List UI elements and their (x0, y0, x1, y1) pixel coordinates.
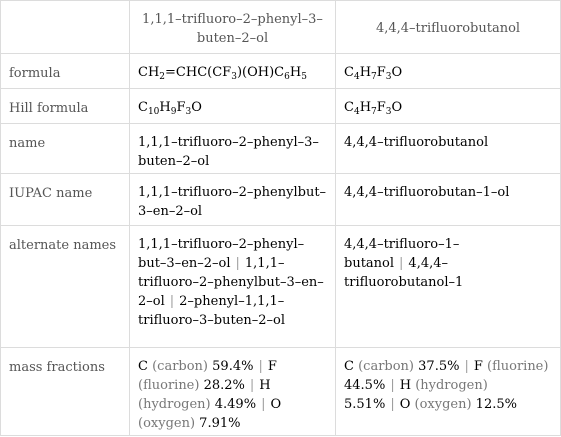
formula-text: H (359, 65, 372, 80)
element-symbol: C (344, 359, 359, 374)
formula-subscript: 4 (353, 72, 360, 82)
row-label-alternate-names: alternate names (1, 226, 130, 348)
column-header-compound-1: 1,1,1–trifluoro–2–phenyl–3–buten–2–ol (130, 1, 336, 54)
element-symbol: O (270, 397, 282, 412)
mass-percent: 44.5% (344, 378, 386, 393)
separator: | (169, 294, 175, 309)
formula-text: CH (138, 65, 160, 80)
separator: | (464, 359, 469, 374)
element-name: (oxygen) (414, 397, 472, 412)
formula-text: F (376, 100, 386, 115)
row-label-hill-formula: Hill formula (1, 89, 130, 124)
formula-text: O (391, 100, 403, 115)
separator: | (390, 378, 395, 393)
iupac-name-cell-2: 4,4,4–trifluorobutan–1–ol (336, 174, 561, 226)
separator: | (399, 256, 404, 271)
alternate-name: 1,1,1–trifluoro–2–phenylbut–3–en–2–ol (138, 256, 324, 309)
formula-cell-2 (336, 54, 561, 89)
row-mass-fractions (1, 348, 561, 436)
alternate-names-cell-1 (130, 226, 336, 348)
formula-subscript: 5 (301, 72, 307, 82)
element-name: (carbon) (358, 359, 415, 374)
formula-subscript: 3 (385, 72, 392, 82)
formula-subscript: 3 (185, 107, 192, 117)
formula-text: F (376, 65, 386, 80)
formula-text: H (289, 65, 302, 80)
element-symbol: H (259, 378, 271, 393)
mass-percent: 5.51% (344, 397, 386, 412)
formula-subscript: 7 (371, 72, 377, 82)
element-symbol: F (267, 359, 277, 374)
element-name: (hydrogen) (415, 378, 488, 393)
formula-text: H (159, 100, 171, 115)
row-label-formula: formula (1, 54, 130, 89)
name-cell-1: 1,1,1–trifluoro–2–phenyl–3–buten–2–ol (130, 124, 336, 174)
name-cell-2: 4,4,4–trifluorobutanol (336, 124, 561, 174)
mass-percent: 28.2% (199, 378, 245, 393)
element-name: (oxygen) (138, 416, 196, 431)
separator: | (390, 397, 395, 412)
separator: | (249, 378, 255, 393)
formula-subscript: 9 (170, 107, 177, 117)
formula-text: C (344, 65, 354, 80)
mass-percent: 12.5% (471, 397, 517, 412)
row-name (1, 124, 561, 174)
formula-subscript: 10 (147, 107, 160, 117)
element-name: (carbon) (152, 359, 209, 374)
alternate-name: 2–phenyl–1,1,1–trifluoro–3–buten–2–ol (138, 294, 286, 328)
row-iupac-name (1, 174, 561, 226)
element-symbol: H (399, 378, 416, 393)
separator: | (235, 256, 240, 271)
row-formula (1, 54, 561, 89)
formula-text: =CHC(CF (165, 65, 232, 80)
formula-text: O (191, 100, 202, 115)
formula-subscript: 7 (371, 107, 377, 117)
mass-percent: 59.4% (208, 359, 254, 374)
iupac-name-cell-1: 1,1,1–trifluoro–2–phenylbut–3–en–2–ol (130, 174, 336, 226)
hill-formula-cell-2 (336, 89, 561, 124)
element-symbol: F (473, 359, 487, 374)
mass-percent: 4.49% (210, 397, 257, 412)
row-label-name: name (1, 124, 130, 174)
mass-fractions-cell-2 (336, 348, 561, 436)
row-hill-formula (1, 89, 561, 124)
formula-subscript: 4 (353, 107, 360, 117)
formula-text: O (391, 65, 403, 80)
alternate-name: 4,4,4–trifluorobutanol–1 (344, 256, 464, 290)
formula-subscript: 6 (284, 72, 290, 82)
row-alternate-names (1, 226, 561, 348)
formula-text: C (138, 100, 148, 115)
formula-subscript: 3 (231, 72, 237, 82)
alternate-name: 1,1,1–trifluoro–2–phenyl–but–3–en–2–ol (138, 237, 305, 271)
mass-percent: 7.91% (195, 416, 241, 431)
formula-cell-1 (130, 54, 336, 89)
row-label-mass-fractions: mass fractions (1, 348, 130, 436)
formula-text: )(OH)C (236, 65, 285, 80)
alternate-names-cell-2 (336, 226, 561, 348)
mass-fractions-cell-1 (130, 348, 336, 436)
column-header-compound-2: 4,4,4–trifluorobutanol (336, 1, 561, 54)
formula-text: F (176, 100, 186, 115)
alternate-name: 4,4,4–trifluoro–1–butanol (344, 237, 460, 271)
formula-subscript: 2 (159, 72, 166, 82)
separator: | (261, 397, 266, 412)
row-label-iupac-name: IUPAC name (1, 174, 130, 226)
formula-text: C (344, 100, 354, 115)
element-symbol: O (399, 397, 415, 412)
formula-text: H (359, 100, 372, 115)
element-name: (hydrogen) (138, 397, 211, 412)
element-name: (fluorine) (487, 359, 549, 374)
mass-percent: 37.5% (414, 359, 460, 374)
formula-subscript: 3 (385, 107, 392, 117)
separator: | (258, 359, 263, 374)
element-name: (fluorine) (138, 378, 200, 393)
corner-cell (1, 1, 130, 54)
header-row (1, 1, 561, 54)
hill-formula-cell-1 (130, 89, 336, 124)
element-symbol: C (138, 359, 153, 374)
